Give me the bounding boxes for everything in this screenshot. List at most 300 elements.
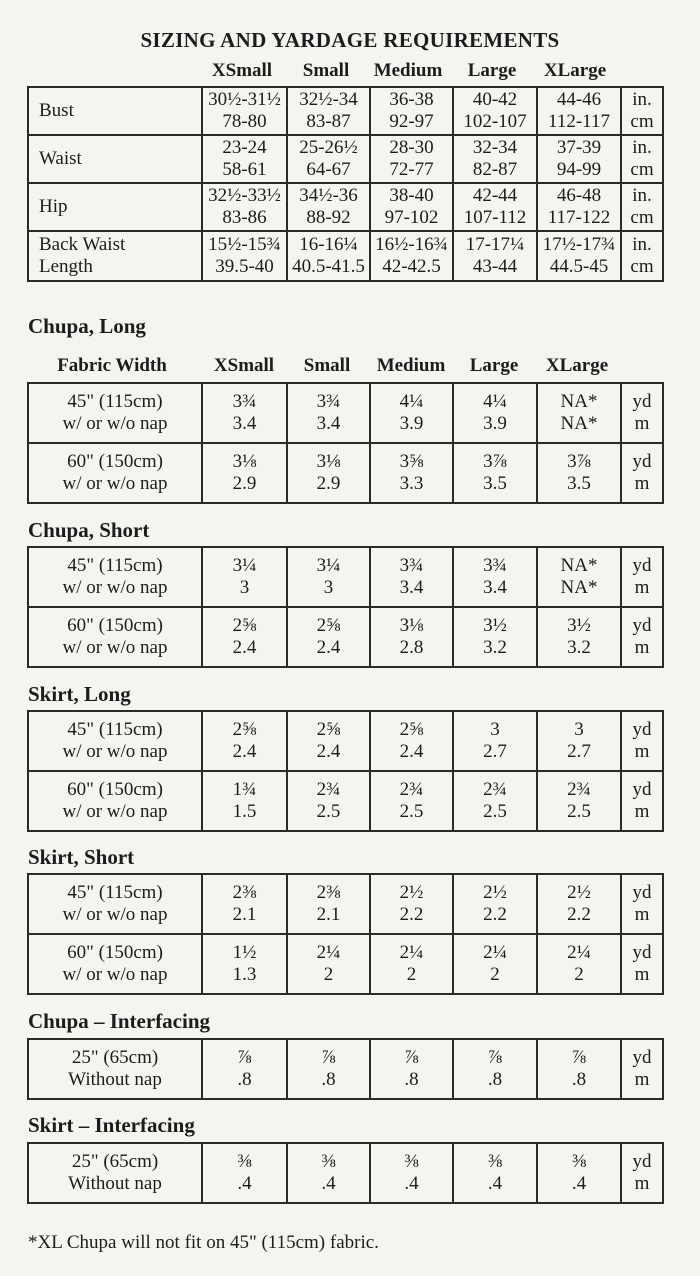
measurement-value: 37-39 [556, 137, 602, 159]
measurement-row [28, 87, 663, 135]
measurement-value: 97-102 [384, 207, 439, 228]
measurement-row [28, 135, 663, 183]
fabric-label: Without nap [68, 1173, 162, 1194]
yardage-value: 2 [574, 964, 584, 985]
unit: m [634, 741, 650, 762]
unit: in. [632, 137, 652, 159]
measurement-value: 32½-33½ [208, 185, 281, 207]
measurement-value: 83-87 [306, 111, 351, 132]
fabric-label: 45" (115cm) [67, 719, 163, 741]
yardage-value: 3¼ [232, 555, 257, 577]
yardage-value-cell [370, 1039, 453, 1099]
yardage-value: 2¾ [399, 779, 424, 801]
yardage-value: .8 [487, 1069, 503, 1090]
measurement-value-cell [202, 183, 287, 231]
yardage-value-cell [453, 874, 537, 934]
yardage-value: 4¼ [399, 391, 424, 413]
measurement-value-cell [287, 183, 370, 231]
yardage-value: 3⅞ [567, 451, 591, 473]
fabric-label: 45" (115cm) [67, 391, 163, 413]
yardage-value: 3¾ [483, 555, 507, 577]
yardage-value: 2.5 [316, 801, 341, 822]
yardage-value-cell [202, 547, 287, 607]
measurement-value-cell [287, 87, 370, 135]
yardage-value-cell [370, 547, 453, 607]
unit: m [634, 801, 650, 822]
yardage-value-cell [202, 711, 287, 771]
fabric-label-cell [28, 1039, 202, 1099]
yardage-value: 3 [323, 577, 334, 598]
unit: yd [632, 882, 652, 904]
size-header: Medium [376, 355, 446, 376]
measurement-value-cell [202, 231, 287, 281]
yardage-value: 4¼ [483, 391, 507, 413]
yardage-value: 1.5 [232, 801, 257, 822]
yardage-value: ⅞ [487, 1047, 503, 1069]
measurement-value: 36-38 [389, 89, 434, 111]
unit: cm [630, 159, 654, 180]
fabric-label-cell [28, 607, 202, 667]
yardage-row [28, 443, 663, 503]
yardage-row [28, 874, 663, 934]
yardage-row [28, 934, 663, 994]
unit: cm [630, 111, 654, 132]
size-header: XSmall [213, 355, 275, 376]
measurement-value-cell [370, 135, 453, 183]
unit-cell [621, 607, 663, 667]
yardage-value: .8 [404, 1069, 419, 1090]
yardage-value-cell [370, 874, 453, 934]
yardage-value: 2½ [567, 882, 591, 904]
unit-cell [621, 1039, 663, 1099]
yardage-value: 2.5 [567, 801, 591, 822]
yardage-value: NA* [560, 413, 598, 434]
unit: cm [630, 256, 654, 277]
yardage-value: 3½ [483, 615, 507, 637]
yardage-value-cell [453, 711, 537, 771]
yardage-value: 3¾ [399, 555, 424, 577]
size-header: XLarge [543, 60, 607, 81]
unit-cell [621, 183, 663, 231]
section-title: Skirt – Interfacing [28, 1113, 195, 1137]
measurement-value: 107-112 [463, 207, 527, 228]
yardage-value: 2¼ [567, 942, 591, 964]
yardage-value: 2.2 [399, 904, 424, 925]
yardage-value: 3⅛ [399, 615, 424, 637]
unit: yd [632, 615, 652, 637]
fabric-label: w/ or w/o nap [62, 413, 168, 434]
yardage-value: 2 [406, 964, 417, 985]
yardage-value: 3¾ [316, 391, 341, 413]
yardage-value-cell [287, 771, 370, 831]
yardage-value: 2 [323, 964, 334, 985]
measurement-value: 34½-36 [299, 185, 358, 207]
yardage-row [28, 771, 663, 831]
yardage-value-cell [537, 547, 621, 607]
yardage-value: 2.9 [232, 473, 257, 494]
unit: yd [632, 555, 652, 577]
measurement-value: 44-46 [556, 89, 602, 111]
fabric-label: 25" (65cm) [71, 1047, 159, 1069]
yardage-value-cell [287, 1143, 370, 1203]
yardage-value: 2.8 [399, 637, 424, 658]
yardage-value-cell [202, 1143, 287, 1203]
yardage-value-cell [287, 874, 370, 934]
measurement-value-cell [370, 183, 453, 231]
unit: in. [632, 185, 652, 207]
measurement-value-cell [453, 135, 537, 183]
footnote: *XL Chupa will not fit on 45" (115cm) fabric. [28, 1232, 379, 1253]
yardage-value: 3.5 [483, 473, 507, 494]
yardage-row [28, 607, 663, 667]
yardage-value-cell [370, 383, 453, 443]
measurement-value-cell [537, 135, 621, 183]
measurement-value-cell [537, 87, 621, 135]
measurement-value: 42-44 [472, 185, 518, 207]
size-header: Large [469, 355, 519, 376]
yardage-value: 2.2 [567, 904, 591, 925]
yardage-value: 2⅝ [316, 719, 341, 741]
measurement-value: 94-99 [556, 159, 602, 180]
yardage-value: NA* [560, 577, 598, 598]
measurement-value-cell [202, 135, 287, 183]
yardage-row [28, 1039, 663, 1099]
yardage-value: 3.2 [567, 637, 591, 658]
measurement-value: 17½-17¾ [542, 234, 616, 256]
yardage-row [28, 383, 663, 443]
size-header: Small [303, 355, 351, 376]
measurement-value: 39.5-40 [215, 256, 274, 277]
yardage-value-cell [370, 1143, 453, 1203]
measurement-value: 88-92 [306, 207, 351, 228]
unit: m [634, 1173, 650, 1194]
fabric-label-cell [28, 771, 202, 831]
yardage-value: 2.5 [483, 801, 507, 822]
yardage-value: .8 [571, 1069, 587, 1090]
measurement-value: 17-17¼ [465, 234, 525, 256]
measurement-value: 43-44 [472, 256, 518, 277]
yardage-value: 3.4 [232, 413, 257, 434]
measurement-value: 78-80 [222, 111, 267, 132]
measurement-value: 44.5-45 [549, 256, 609, 277]
yardage-value: 2⅜ [316, 882, 341, 904]
yardage-value: ⅜ [237, 1151, 252, 1173]
yardage-value: 3½ [567, 615, 591, 637]
measurement-value-cell [537, 231, 621, 281]
measurement-value-cell [370, 231, 453, 281]
unit-cell [621, 231, 663, 281]
yardage-value-cell [370, 771, 453, 831]
section-title: Chupa – Interfacing [28, 1009, 211, 1033]
fabric-label: w/ or w/o nap [62, 801, 168, 822]
yardage-value: 2.4 [316, 637, 341, 658]
measurement-row [28, 183, 663, 231]
measurement-value: 16½-16¾ [375, 234, 448, 256]
yardage-value: .4 [487, 1173, 503, 1194]
yardage-value: 3.4 [483, 577, 507, 598]
yardage-value: 2.7 [483, 741, 507, 762]
yardage-value-cell [453, 443, 537, 503]
measurement-value: 83-86 [222, 207, 267, 228]
measurement-value: 64-67 [306, 159, 351, 180]
yardage-value: 2⅝ [232, 719, 257, 741]
yardage-value-cell [202, 607, 287, 667]
yardage-value-cell [202, 383, 287, 443]
unit: yd [632, 391, 652, 413]
measurement-label: Waist [39, 148, 82, 170]
yardage-value-cell [287, 607, 370, 667]
unit-cell [621, 934, 663, 994]
yardage-value: 3.9 [483, 413, 507, 434]
unit: m [634, 904, 650, 925]
measurement-value: 32½-34 [299, 89, 358, 111]
unit-cell [621, 443, 663, 503]
measurement-value-cell [537, 183, 621, 231]
measurement-value-cell [202, 87, 287, 135]
yardage-value: .4 [321, 1173, 336, 1194]
yardage-value: 2⅝ [316, 615, 341, 637]
fabric-label: 25" (65cm) [71, 1151, 159, 1173]
yardage-value: NA* [560, 555, 598, 577]
unit: yd [632, 719, 652, 741]
fabric-label-cell [28, 874, 202, 934]
yardage-value: 2.4 [399, 741, 424, 762]
yardage-value-cell [287, 711, 370, 771]
yardage-value: 2¼ [399, 942, 424, 964]
unit-cell [621, 87, 663, 135]
fabric-label: 60" (150cm) [67, 942, 163, 964]
yardage-value: 3.9 [399, 413, 424, 434]
yardage-value-cell [202, 934, 287, 994]
yardage-value: .8 [237, 1069, 252, 1090]
yardage-value: 3 [490, 719, 500, 741]
yardage-value: 2 [490, 964, 500, 985]
yardage-value-cell [202, 874, 287, 934]
measurement-value: 112-117 [548, 111, 610, 132]
yardage-value-cell [537, 771, 621, 831]
unit: m [634, 473, 650, 494]
fabric-label-cell [28, 547, 202, 607]
unit-cell [621, 771, 663, 831]
yardage-value: 3.5 [567, 473, 591, 494]
yardage-value: 3¾ [232, 391, 257, 413]
fabric-label: 60" (150cm) [67, 779, 163, 801]
measurement-value: 102-107 [463, 111, 527, 132]
page-title: SIZING AND YARDAGE REQUIREMENTS [140, 28, 560, 52]
measurement-label-cell [28, 183, 202, 231]
yardage-value: .4 [237, 1173, 252, 1194]
measurement-value: 82-87 [472, 159, 518, 180]
unit-cell [621, 711, 663, 771]
yardage-value: 2½ [399, 882, 424, 904]
yardage-value-cell [537, 934, 621, 994]
yardage-value: 2.7 [567, 741, 591, 762]
yardage-value: 2.4 [232, 741, 257, 762]
measurement-value: 72-77 [389, 159, 434, 180]
yardage-value: NA* [560, 391, 598, 413]
size-header: Large [467, 60, 517, 81]
yardage-value-cell [453, 1039, 537, 1099]
measurement-value-cell [453, 231, 537, 281]
yardage-value-cell [287, 934, 370, 994]
measurement-value: 40.5-41.5 [292, 256, 365, 277]
fabric-label-cell [28, 443, 202, 503]
yardage-value: 1¾ [232, 779, 257, 801]
measurement-value: 117-122 [547, 207, 611, 228]
unit-cell [621, 1143, 663, 1203]
fabric-width-header: Fabric Width [57, 355, 167, 376]
yardage-value: 3.2 [483, 637, 507, 658]
unit: in. [632, 234, 652, 256]
yardage-value: 3⅛ [232, 451, 257, 473]
unit-cell [621, 383, 663, 443]
yardage-value: 3 [239, 577, 250, 598]
measurements-table [27, 86, 664, 282]
unit: yd [632, 942, 652, 964]
yardage-value: 2.4 [316, 741, 341, 762]
measurement-value-cell [287, 135, 370, 183]
fabric-label-cell [28, 383, 202, 443]
yardage-row [28, 711, 663, 771]
size-header: XSmall [211, 60, 273, 81]
unit: cm [630, 207, 654, 228]
yardage-table-skirt-long [27, 710, 664, 832]
yardage-value: 2.1 [316, 904, 341, 925]
yardage-value: 1½ [232, 942, 257, 964]
unit: m [634, 964, 650, 985]
yardage-value: ⅞ [237, 1047, 252, 1069]
yardage-value: 2⅜ [232, 882, 257, 904]
yardage-value-cell [537, 1143, 621, 1203]
measurement-value: 46-48 [556, 185, 602, 207]
size-header-row [0, 355, 700, 379]
measurement-label-cell [28, 87, 202, 135]
measurement-value: 28-30 [389, 137, 434, 159]
unit: in. [632, 89, 652, 111]
unit-cell [621, 547, 663, 607]
measurement-value: 30½-31½ [208, 89, 281, 111]
yardage-value: 3 [574, 719, 584, 741]
yardage-value-cell [453, 1143, 537, 1203]
yardage-value-cell [370, 934, 453, 994]
yardage-value: 3⅞ [483, 451, 507, 473]
unit: m [634, 413, 650, 434]
yardage-value: 2⅝ [399, 719, 424, 741]
yardage-value-cell [287, 383, 370, 443]
section-title: Chupa, Short [28, 518, 150, 542]
section-title: Chupa, Long [28, 314, 146, 338]
measurement-label: Bust [39, 100, 74, 122]
yardage-value: 2.4 [232, 637, 257, 658]
yardage-value-cell [537, 711, 621, 771]
fabric-label: 45" (115cm) [67, 555, 163, 577]
fabric-label: w/ or w/o nap [62, 637, 168, 658]
unit: m [634, 577, 650, 598]
measurement-label: Back Waist [39, 234, 126, 256]
yardage-value: ⅜ [404, 1151, 419, 1173]
yardage-row [28, 1143, 663, 1203]
yardage-table-skirt-short [27, 873, 664, 995]
yardage-table-chupa-long [27, 382, 664, 504]
yardage-row [28, 547, 663, 607]
yardage-value: 3¼ [316, 555, 341, 577]
size-header: Small [302, 60, 350, 81]
measurement-value-cell [453, 183, 537, 231]
yardage-value: 2½ [483, 882, 507, 904]
yardage-value-cell [537, 443, 621, 503]
measurement-value: 58-61 [222, 159, 267, 180]
fabric-label-cell [28, 1143, 202, 1203]
unit: yd [632, 1151, 652, 1173]
unit: m [634, 1069, 650, 1090]
yardage-value-cell [202, 771, 287, 831]
fabric-label: w/ or w/o nap [62, 741, 168, 762]
yardage-value-cell [370, 607, 453, 667]
measurement-value: 16-16¼ [299, 234, 358, 256]
yardage-value-cell [287, 1039, 370, 1099]
yardage-value-cell [453, 383, 537, 443]
yardage-value: 2.2 [483, 904, 507, 925]
yardage-value: 3.3 [399, 473, 424, 494]
yardage-value: 2¼ [483, 942, 507, 964]
measurement-value: 23-24 [222, 137, 267, 159]
fabric-label: 60" (150cm) [67, 451, 163, 473]
fabric-label: 60" (150cm) [67, 615, 163, 637]
measurement-value-cell [453, 87, 537, 135]
measurement-label-cell [28, 231, 202, 281]
measurement-value: 92-97 [389, 111, 434, 132]
measurement-value: 40-42 [472, 89, 518, 111]
section-title: Skirt, Short [28, 845, 135, 869]
size-header-row-top [0, 60, 700, 84]
measurement-value-cell [370, 87, 453, 135]
yardage-value-cell [537, 1039, 621, 1099]
yardage-value-cell [453, 607, 537, 667]
yardage-value: 2¾ [483, 779, 507, 801]
yardage-value: 2¾ [316, 779, 341, 801]
unit: yd [632, 779, 652, 801]
yardage-value: 2.5 [399, 801, 424, 822]
yardage-value: .4 [404, 1173, 419, 1194]
yardage-value: 3.4 [316, 413, 341, 434]
size-header: XLarge [545, 355, 609, 376]
yardage-value: .4 [571, 1173, 587, 1194]
yardage-value: 2.1 [232, 904, 257, 925]
yardage-value: 3⅝ [399, 451, 424, 473]
size-header: Medium [373, 60, 443, 81]
yardage-value: 1.3 [232, 964, 257, 985]
measurement-label: Hip [39, 196, 68, 218]
yardage-value: 2¼ [316, 942, 341, 964]
yardage-table-chupa-short [27, 546, 664, 668]
yardage-value: ⅜ [571, 1151, 587, 1173]
yardage-value: ⅞ [571, 1047, 587, 1069]
yardage-value: ⅜ [487, 1151, 503, 1173]
measurement-value: 25-26½ [299, 137, 358, 159]
yardage-value-cell [202, 443, 287, 503]
fabric-label: w/ or w/o nap [62, 577, 168, 598]
yardage-value-cell [453, 547, 537, 607]
yardage-table-chupa-interfacing [27, 1038, 664, 1100]
unit-cell [621, 874, 663, 934]
yardage-value-cell [537, 874, 621, 934]
yardage-value-cell [370, 711, 453, 771]
measurement-label-cell [28, 135, 202, 183]
fabric-label: Without nap [68, 1069, 162, 1090]
unit: yd [632, 1047, 652, 1069]
yardage-value-cell [453, 934, 537, 994]
yardage-table-skirt-interfacing [27, 1142, 664, 1204]
